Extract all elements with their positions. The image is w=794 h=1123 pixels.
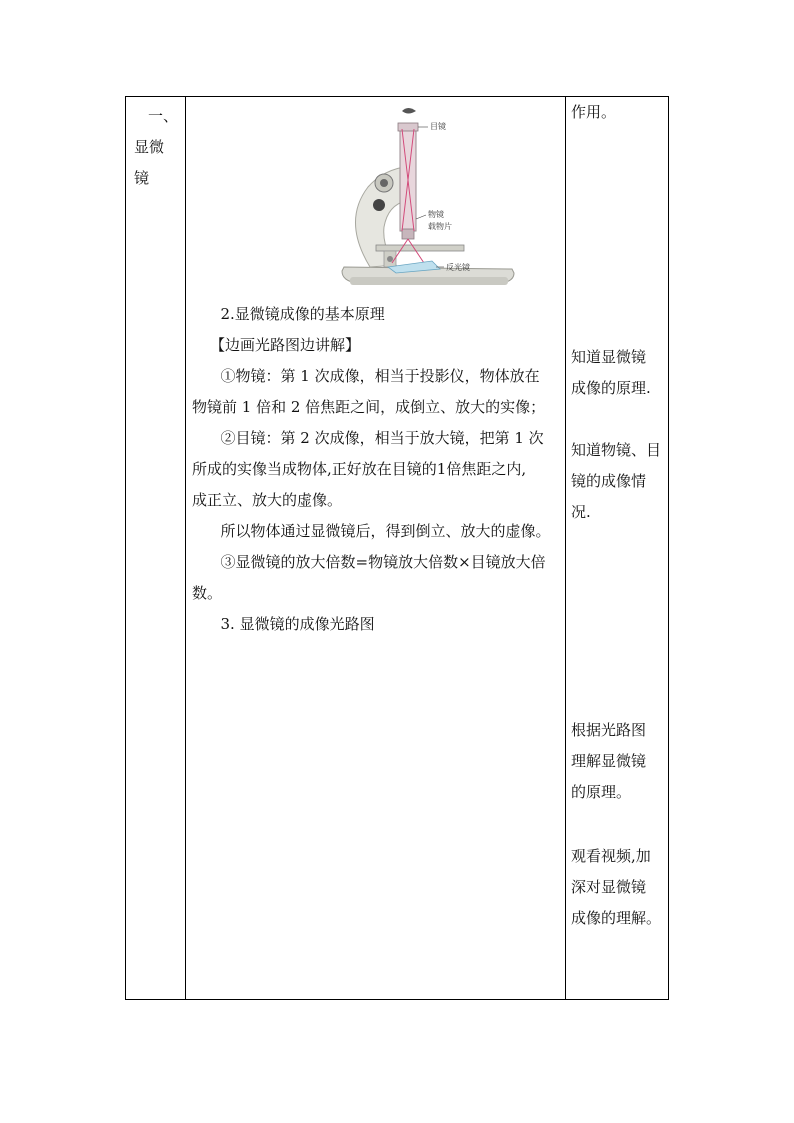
section-title-line: 显微 — [134, 138, 165, 156]
note-line: 根据光路图 — [571, 721, 647, 739]
summary-line: 所以物体通过显微镜后，得到倒立、放大的虚像。 — [220, 522, 551, 540]
eyepiece-label: 目镜 — [430, 122, 446, 131]
bracket-note: 【边画光路图边讲解】 — [210, 336, 361, 354]
objective-line-2: 物镜前 1 倍和 2 倍焦距之间，成倒立、放大的实像； — [192, 398, 546, 416]
column-divider — [185, 97, 186, 999]
heading-principle: 2.显微镜成像的基本原理 — [220, 305, 385, 323]
teaching-content — [192, 101, 560, 640]
section-title-line: 镜 — [134, 169, 150, 187]
note-line: 理解显微镜 — [571, 752, 647, 770]
eyepiece-line-1: ②目镜：第 2 次成像，相当于放大镜，把第 1 次 — [220, 429, 544, 447]
microscope-light-path-figure — [192, 101, 560, 299]
note-line: 深对显微镜 — [571, 878, 647, 896]
objective-label: 物镜 — [428, 210, 444, 219]
note-line: 成像的理解。 — [571, 909, 662, 927]
magnification-line-1: ③显微镜的放大倍数=物镜放大倍数×目镜放大倍 — [220, 553, 546, 571]
note-line: 观看视频,加 — [571, 847, 651, 865]
section-title — [134, 101, 180, 194]
heading-light-path: 3. 显微镜的成像光路图 — [220, 615, 375, 633]
magnification-line-2: 数。 — [192, 584, 223, 602]
lesson-table — [125, 96, 669, 1000]
note-line: 况. — [571, 503, 591, 521]
section-title-line: 一、 — [147, 107, 178, 125]
note-line: 知道物镜、目 — [571, 441, 662, 459]
eyepiece-line-2: 所成的实像当成物体,正好放在目镜的1倍焦距之内, — [192, 460, 527, 478]
note-line: 作用。 — [571, 103, 617, 121]
objective-line-1: ①物镜：第 1 次成像，相当于投影仪，物体放在 — [220, 367, 540, 385]
eyepiece-line-3: 成正立、放大的虚像。 — [192, 491, 343, 509]
note-line: 镜的成像情 — [571, 472, 647, 490]
stage-label: 载物片 — [428, 222, 452, 231]
mirror-label: 反光镜 — [446, 263, 470, 272]
note-line: 知道显微镜 — [571, 348, 647, 366]
note-line: 成像的原理. — [571, 379, 651, 397]
note-line: 的原理。 — [571, 783, 632, 801]
column-divider — [565, 97, 566, 999]
